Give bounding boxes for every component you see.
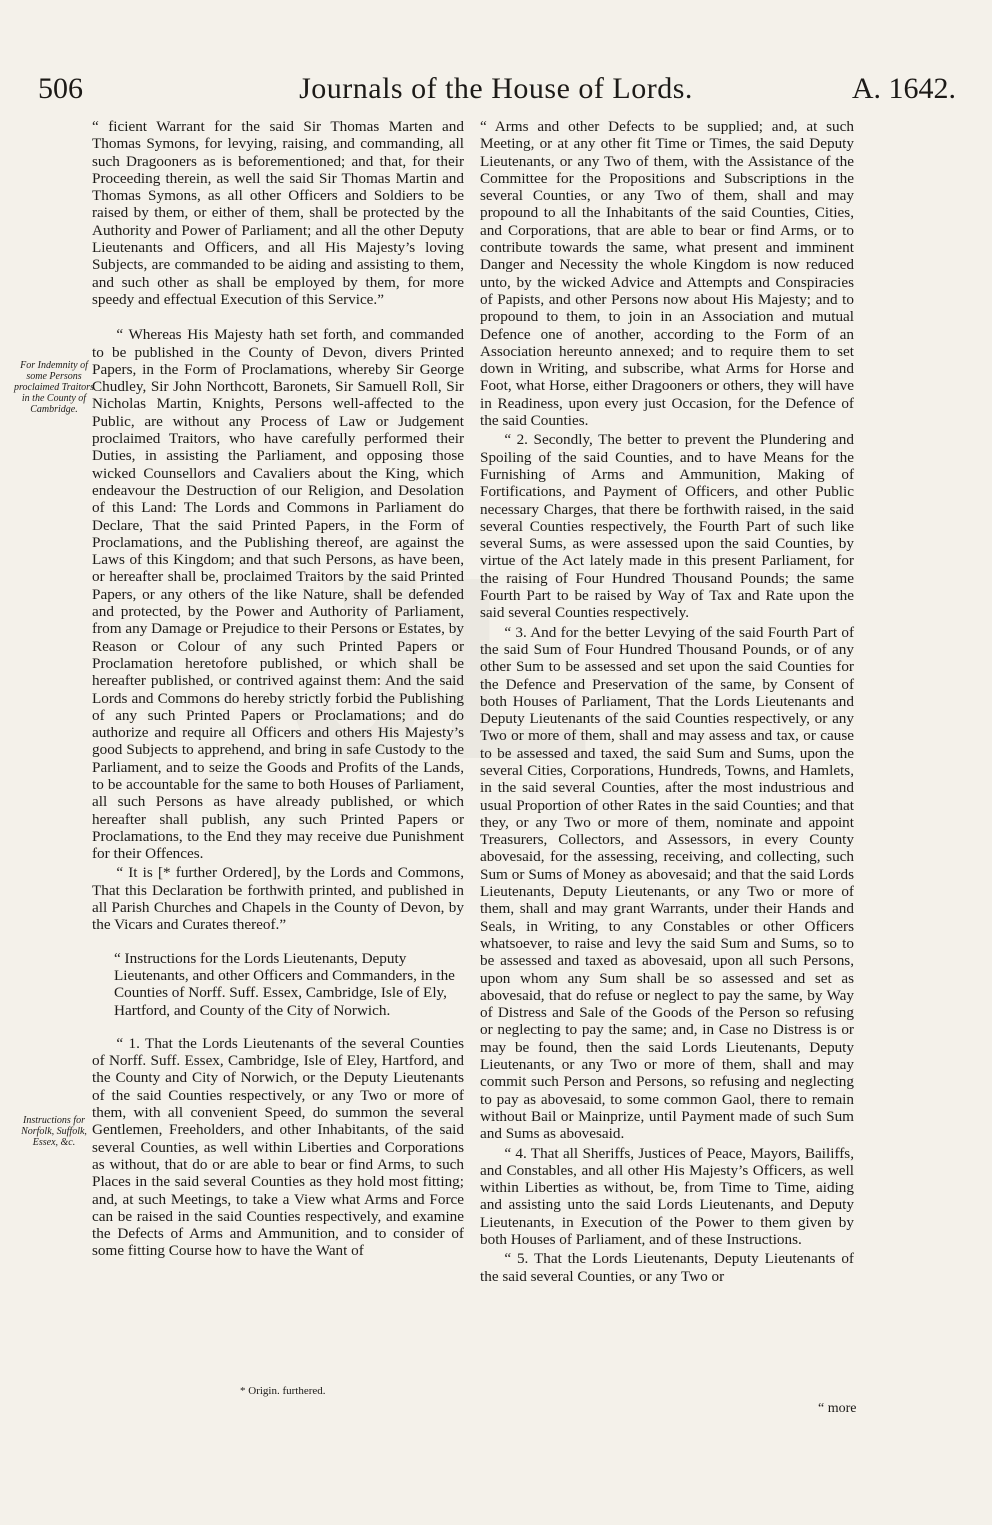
running-title: Journals of the House of Lords. <box>299 72 693 105</box>
right-column <box>480 118 854 1285</box>
paragraph-instruction-2: “ 2. Secondly, The better to prevent the Plundering and Spoiling of the said Counties, and to have Means for the Furnishing of Arms and Ammunition, Making of Fortifications, and Payment of Officers, and other Public necessary Charges, that there be forthwith raised, in the said several Counties respectively, the Fourth Part of such like several Sums, as were assessed upon the said Counties, by virtue of the Act lately made in this present Parliament, for the raising of Four Hundred Thousand Pounds; the same Fourth Part to be raised by Way of Tax and Rate upon the said several Counties respectively. <box>480 431 854 622</box>
margin-note-indemnity: For Indemnity of some Persons proclaimed Traitors in the County of Cambridge. <box>14 360 94 415</box>
paragraph-instruction-5: “ 5. That the Lords Lieutenants, Deputy Lieutenants of the said several Counties, or any Two or <box>480 1250 854 1285</box>
margin-note-instructions: Instructions for Norfolk, Suffolk, Essex, &c. <box>21 1115 87 1148</box>
year-label: A. 1642. <box>851 72 956 105</box>
paragraph-instruction-3: “ 3. And for the better Levying of the said Fourth Part of the said Sum of Four Hundred Thousand Pounds, or of any other Sum to be assessed and set upon the said Counties for the Defence and Preservation of the same, by Consent of both Houses of Parliament, That the Lords Lieutenants and Deputy Lieutenants of the said Counties respectively, or any Two or more of them, shall and may assess and tax, or cause to be assessed and taxed, the said Sum and Sums, upon the several Cities, Corporations, Hundreds, Towns, and Hamlets, in the said several Counties, after the most industrious and usual Proportion of other Rates in the said Counties; and that they, or any Two or more of them, nominate and appoint Treasurers, Collectors, and Assessors, in every County abovesaid, for the assessing, receiving, and collecting, such Sum or Sums of Money as abovesaid; and that the said Lords Lieutenants, Deputy Lieutenants, or any Two or more of them, shall and may grant Warrants, under their Hands and Seals, in Writing, to any Constables or other Officers whatsoever, to raise and levy the said Sum and Sums, so to be assessed and taxed as abovesaid, upon all such Persons, upon whom any Sum shall be so assessed and set as abovesaid, that do refuse or neglect to pay the same, by Way of Distress and Sale of the Goods of the Person so refusing or neglecting to pay the same; and, in Case no Distress is or may be found, then the said Lords Lieutenants, Deputy Lieutenants, or any Two or more of them, shall and may commit such Person and Persons, so refusing and neglecting to pay as abovesaid, to some common Gaol, there to remain without Bail or Mainprize, until Payment made of such Sum and Sums as abovesaid. <box>480 623 854 1143</box>
paragraph-instruction-1: “ 1. That the Lords Lieutenants of the several Counties of Norff. Suff. Essex, Cambridge, Isle of Eley, Hartford, and the County and City of Norwich, or the Deputy Lieutenants of the said Counties respectively, or any Two or more of them, with all convenient Speed, do summon the several Gentlemen, Freeholders, and other Inhabitants, of the said several Counties, as well within Liberties and Corporations as without, that do or are able to bear or find Arms, to such Places in the said several Counties as they hold most fitting; and, at such Meetings, to take a View what Arms and Force can be raised in the said Counties respectively, and examine the Defects of Arms and Ammunition, and to consider of some fitting Course how to have the Want of <box>92 1034 464 1260</box>
paragraph-warrant-end: “ ficient Warrant for the said Sir Thomas Marten and Thomas Symons, for levying, raising, and commanding, all such Dragooners as is beforementioned; and that, for their Proceeding therein, as well the said Sir Thomas Martin and Thomas Symons, as all other Officers and Soldiers to be raised by them, or either of them, shall be protected by the Authority and Power of Parliament; and all the other Deputy Lieutenants and Officers, and all His Majesty’s loving Subjects, are commanded to be aiding and assisting to them, and such other as shall be employed by them, for more speedy and effectual Execution of this Service.” <box>92 118 464 308</box>
catchword: “ more <box>818 1401 857 1416</box>
paragraph-instruction-4: “ 4. That all Sheriffs, Justices of Peace, Mayors, Bailiffs, and Constables, and all other His Majesty’s Officers, as well within Liberties as without, be, from Time to Time, aiding and assisting unto the said Lords Lieutenants, and Deputy Lieutenants, in Execution of the Power to them given by both Houses of Parliament, and of these Instructions. <box>480 1144 854 1248</box>
footnote: * Origin. furthered. <box>240 1385 326 1397</box>
paragraph-instruction-1-cont: “ Arms and other Defects to be supplied; and, at such Meeting, or at any other fit Time or Times, the said Deputy Lieutenants, or any Two of them, with the Assistance of the Committee for the Propositions and Subscriptions in the several Counties, or any Two of them, shall and may propound to all the Inhabitants of the said Counties, Cities, and Corporations, that are able to bear or find Arms, or to contribute towards the same, what present and imminent Danger and Necessity the whole Kingdom is now reduced unto, by the wicked Advice and Attempts and Conspiracies of Papists, and other Persons now about His Majesty; and to propound to them, to join in an Association and mutual Defence one of another, according to the Form of an Association hereunto annexed; and to require them to set down in Writing, and subscribe, what Arms for Horse and Foot, what Horse, either Dragooners or others, they will have in Readiness, upon every just Occasion, for the Defence of the said Counties. <box>480 118 854 430</box>
page-header <box>36 72 956 112</box>
paragraph-order: “ It is [* further Ordered], by the Lords and Commons, That this Declaration be forthwith printed, and published in all Parish Churches and Chapels in the County of Devon, by the Vicars and Curates thereof.” <box>92 864 464 934</box>
page-number: 506 <box>38 72 83 105</box>
paragraph-declaration: “ Whereas His Majesty hath set forth, and commanded to be published in the County of Devon, divers Printed Papers, in the Form of Proclamations, whereby Sir George Chudley, Sir John Northcott, Baronets, Sir Samuell Roll, Sir Nicholas Martin, Knights, Persons well-affected to the Public, are without any Process of Law or Judgement proclaimed Traitors, who have carefully performed their Duties, in assisting the Parliament, and opposing those wicked Counsellors and Cavaliers about the King, which endeavour the Destruction of our Religion, and Desolation of this Land: The Lords and Commons in Parliament do Declare, That the said Printed Papers, in the Form of Proclamations, and the Publishing thereof, are against the Laws of this Kingdom; and that such Persons, as have been, or hereafter shall be, proclaimed Traitors by the said Printed Papers, or any others of the like Nature, shall be defended and protected, by the Power and Authority of Parliament, from any Damage or Prejudice to their Persons or Estates, by Reason or Colour of any such Printed Papers or Proclamation heretofore published, or which shall be hereafter published, or contrived against them: And the said Lords and Commons do hereby strictly forbid the Publishing of any such Printed Papers or Proclamations; and do authorize and require all Officers and others His Majesty’s good Subjects to apprehend, and bring in safe Custody to the Parliament, and to seize the Goods and Profits of the Lands, to be accountable for the same to both Houses of Parliament, all such Persons as have already published, or which hereafter shall publish, any such Printed Papers or Proclamations, to the End they may receive due Punishment for their Offences. <box>92 326 464 863</box>
left-column <box>92 118 464 1260</box>
instructions-heading: “ Instructions for the Lords Lieutenants, Deputy Lieutenants, and other Officers and Commanders, in the Counties of Norff. Suff. Essex, Cambridge, Isle of Ely, Hartford, and County of the City of Norwich. <box>114 949 455 1019</box>
